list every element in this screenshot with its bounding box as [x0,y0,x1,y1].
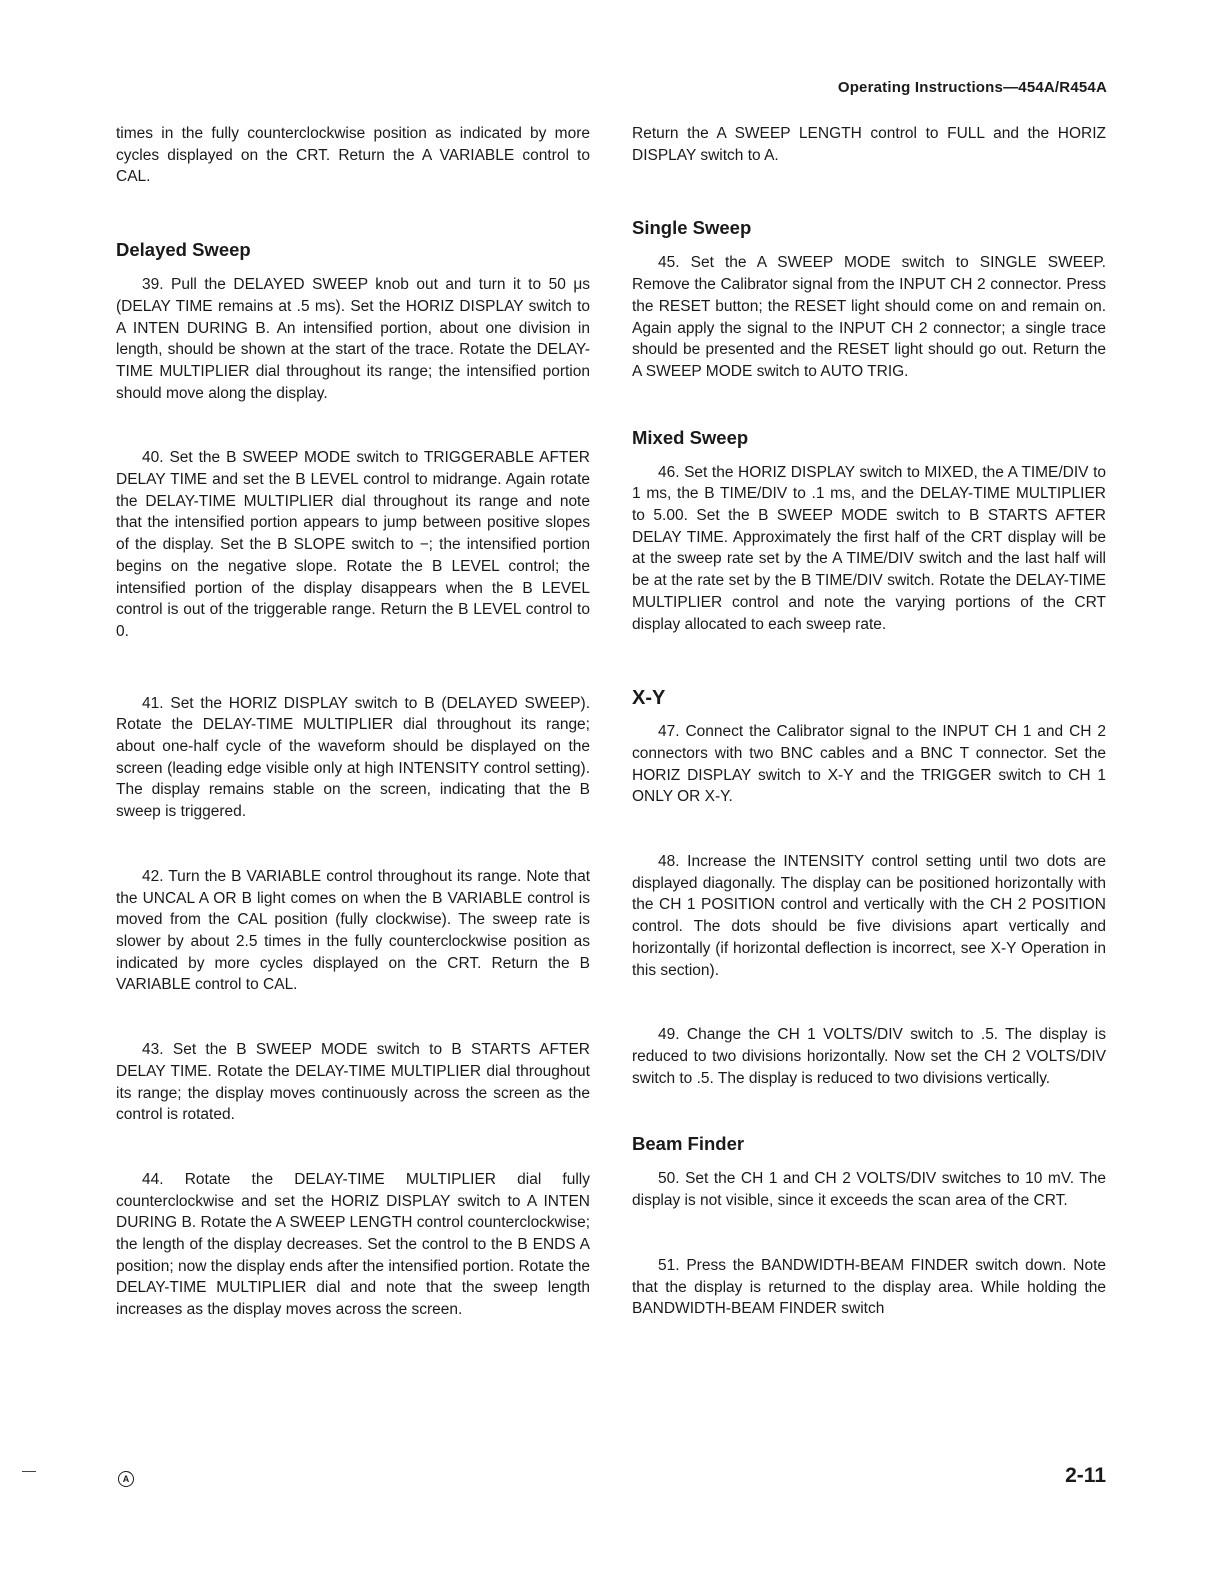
single-sweep-heading: Single Sweep [632,217,752,239]
left-column [116,123,590,1321]
step-48: 48. Increase the INTENSITY control setting until two dots are displayed diagonally. The display can be positioned horizontally with the CH 1 POSITION control and vertically with the CH 2 POSITION control. The dots should be five divisions apart vertically and horizontally (if horizontal deflection is incorrect, see X-Y Operation in this section). [632,853,1106,979]
delayed-sweep-heading: Delayed Sweep [116,239,251,261]
right-column [632,123,1106,1320]
step-50: 50. Set the CH 1 and CH 2 VOLTS/DIV switches to 10 mV. The display is not visible, since it exceeds the scan area of the CRT. [632,1170,1106,1210]
beam-finder-heading: Beam Finder [632,1133,745,1155]
mixed-sweep-heading: Mixed Sweep [632,426,749,448]
page-header: Operating Instructions—454A/R454A [837,79,1107,96]
step-39: 39. Pull the DELAYED SWEEP knob out and turn it to 50 μs (DELAY TIME remains at .5 ms). Set the HORIZ DISPLAY switch to A INTEN DURING B. An intensified portion, about one division in length, should be shown at the start of the trace. Rotate the DELAY-TIME MULTIPLIER dial throughout its range; the intensified portion should move along the display. [116,276,590,402]
step-45: 45. Set the A SWEEP MODE switch to SINGLE SWEEP. Remove the Calibrator signal from the INPUT CH 2 connector. Press the RESET button; the RESET light should come on and remain on. Again apply the signal to the INPUT CH 2 connector; a single trace should be presented and the RESET light should go out. Return the A SWEEP MODE switch to AUTO TRIG. [632,254,1106,380]
circled-a-mark: A [118,1471,134,1487]
step-42: 42. Turn the B VARIABLE control throughout its range. Note that the UNCAL A OR B light comes on when the B VARIABLE control is moved from the CAL position (fully clockwise). The sweep rate is slower by about 2.5 times in the fully counterclockwise position as indicated by more cycles displayed on the CRT. Return the B VARIABLE control to CAL. [116,867,590,994]
step-51: 51. Press the BANDWIDTH-BEAM FINDER switch down. Note that the display is returned to the display area. While holding the BANDWIDTH-BEAM FINDER switch [632,1256,1106,1318]
step-44: 44. Rotate the DELAY-TIME MULTIPLIER dial fully counterclockwise and set the HORIZ DISPLAY switch to A INTEN DURING B. Rotate the A SWEEP LENGTH control counterclockwise; the length of the display decreases. Set the control to the B ENDS A position; now the display ends after the intensified portion. Rotate the DELAY-TIME MULTIPLIER dial and note that the sweep length increases as the display moves across the screen. [116,1170,590,1319]
left-intro-paragraph: times in the fully counterclockwise position as indicated by more cycles displayed on the CRT. Return the A VARIABLE control to CAL. [116,125,590,186]
margin-mark [22,1471,36,1472]
page-number: 2-11 [1065,1464,1106,1487]
right-intro-paragraph: Return the A SWEEP LENGTH control to FULL and the HORIZ DISPLAY switch to A. [632,125,1106,164]
step-41: 41. Set the HORIZ DISPLAY switch to B (DELAYED SWEEP). Rotate the DELAY-TIME MULTIPLIER dial throughout its range; about one-half cycle of the waveform should be displayed on the screen (leading edge visible only at high INTENSITY control setting). The display remains stable on the screen, indicating that the B sweep is triggered. [116,694,590,821]
step-49: 49. Change the CH 1 VOLTS/DIV switch to .5. The display is reduced to two divisions horizontally. Now set the CH 2 VOLTS/DIV switch to .5. The display is reduced to two divisions vertically. [632,1026,1106,1087]
xy-heading: X-Y [632,687,666,710]
step-40: 40. Set the B SWEEP MODE switch to TRIGGERABLE AFTER DELAY TIME and set the B LEVEL control to midrange. Again rotate the DELAY-TIME MULTIPLIER dial throughout its range and note that the intensified portion appears to jump between positive slopes of the display. Set the B SLOPE switch to −; the intensified portion begins on the negative slope. Rotate the B LEVEL control; the intensified portion of the display disappears when the B LEVEL control is out of the triggerable range. Return the B LEVEL control to 0. [116,449,590,640]
step-43: 43. Set the B SWEEP MODE switch to B STARTS AFTER DELAY TIME. Rotate the DELAY-TIME MULTIPLIER dial throughout its range; the display moves continuously across the screen as the control is rotated. [116,1041,590,1124]
step-46: 46. Set the HORIZ DISPLAY switch to MIXED, the A TIME/DIV to 1 ms, the B TIME/DIV to .1 ms, and the DELAY-TIME MULTIPLIER to 5.00. Set the B SWEEP MODE switch to B STARTS AFTER DELAY TIME. Approximately the first half of the CRT display will be at the sweep rate set by the A TIME/DIV switch and the last half will be at the rate set by the B TIME/DIV switch. Rotate the DELAY-TIME MULTIPLIER control and note the varying portions of the CRT display allocated to each sweep rate. [632,463,1106,633]
step-47: 47. Connect the Calibrator signal to the INPUT CH 1 and CH 2 connectors with two BNC cables and a BNC T connector. Set the HORIZ DISPLAY switch to X-Y and the TRIGGER switch to CH 1 ONLY OR X-Y. [632,723,1106,806]
